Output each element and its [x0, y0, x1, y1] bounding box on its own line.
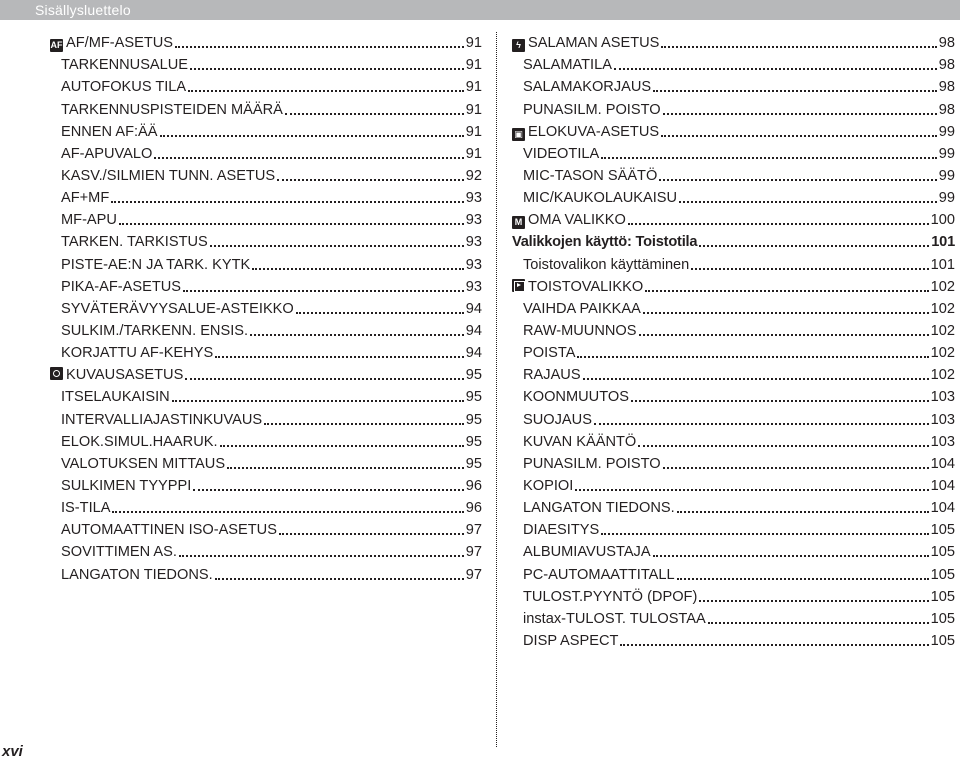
dot-leader: [659, 179, 936, 181]
toc-entry-text: Valikkojen käyttö: Toistotila: [512, 234, 698, 251]
toc-page-number: 103: [930, 411, 955, 428]
toc-entry[interactable]: [50, 121, 482, 143]
toc-entry[interactable]: [50, 541, 482, 563]
toc-entry-label: [61, 298, 294, 320]
toc-entry-label: [512, 32, 659, 54]
toc-page-number: 99: [938, 167, 955, 184]
toc-entry-label: [523, 386, 629, 408]
toc-page-number: 91: [465, 123, 482, 140]
dot-leader: [210, 245, 464, 247]
toc-entry[interactable]: [512, 209, 955, 231]
toc-entry[interactable]: [50, 187, 482, 209]
toc-entry-text: PC-AUTOMAATTITALL: [523, 566, 675, 583]
toc-entry[interactable]: [512, 298, 955, 320]
dot-leader: [250, 334, 464, 336]
toc-entry-text: PISTE-AE:N JA TARK. KYTK: [61, 256, 251, 273]
toc-entry-label: [61, 187, 109, 209]
toc-entry-text: ITSELAUKAISIN: [61, 389, 170, 406]
toc-entry[interactable]: [50, 276, 482, 298]
toc-entry[interactable]: [512, 342, 955, 364]
toc-page-number: 105: [930, 610, 955, 627]
toc-page-number: 102: [930, 300, 955, 317]
toc-page-number: 104: [930, 455, 955, 472]
toc-entry[interactable]: [50, 98, 482, 120]
toc-entry-text: PUNASILM. POISTO: [523, 455, 661, 472]
toc-entry-label: [523, 143, 599, 165]
toc-entry-text: AUTOMAATTINEN ISO-ASETUS: [61, 522, 277, 539]
toc-entry-text: AF-APUVALO: [61, 145, 153, 162]
toc-entry-text: SUOJAUS: [523, 411, 592, 428]
toc-page-number: 98: [938, 79, 955, 96]
toc-entry-text: ENNEN AF:ÄÄ: [61, 123, 158, 140]
toc-entry[interactable]: [50, 431, 482, 453]
dot-leader: [215, 356, 464, 358]
toc-entry-label: [61, 209, 117, 231]
toc-entry-text: TOISTOVALIKKO: [528, 278, 644, 295]
toc-entry-text: ALBUMIAVUSTAJA: [523, 544, 651, 561]
dot-leader: [215, 578, 464, 580]
toc-entry-text: KUVAN KÄÄNTÖ: [523, 433, 637, 450]
toc-entry[interactable]: [512, 121, 955, 143]
toc-entry-label: [523, 541, 651, 563]
toc-entry[interactable]: [50, 231, 482, 253]
toc-entry-text: MIC/KAUKOLAUKAISU: [523, 190, 678, 207]
toc-page-number: 98: [938, 101, 955, 118]
toc-entry-text: SULKIM./TARKENN. ENSIS.: [61, 322, 249, 339]
toc-entry[interactable]: [512, 253, 955, 275]
dot-leader: [628, 223, 929, 225]
toc-entry-label: [523, 453, 661, 475]
toc-entry-label: [61, 99, 283, 121]
dot-leader: [594, 423, 929, 425]
toc-page-number: 97: [465, 522, 482, 539]
toc-page-number: 105: [930, 566, 955, 583]
toc-entry-label: [61, 121, 158, 143]
dot-leader: [645, 290, 928, 292]
toc-entry[interactable]: [50, 386, 482, 408]
toc-page-number: 98: [938, 35, 955, 52]
toc-entry-label: [523, 320, 637, 342]
toc-entry-text: POISTA: [523, 345, 576, 362]
toc-entry-text: KASV./SILMIEN TUNN. ASETUS: [61, 167, 276, 184]
dot-leader: [614, 68, 937, 70]
dot-leader: [190, 68, 464, 70]
toc-page-number: 95: [465, 367, 482, 384]
toc-entry-text: Toistovalikon käyttäminen: [523, 256, 690, 273]
dot-leader: [643, 312, 929, 314]
dot-leader: [172, 400, 464, 402]
page-title: Sisällysluettelo: [35, 2, 131, 18]
toc-entry-label: [61, 386, 170, 408]
toc-entry-text: LANGATON TIEDONS.: [61, 566, 213, 583]
toc-page-number: 102: [930, 367, 955, 384]
dot-leader: [112, 511, 463, 513]
dot-leader: [277, 179, 464, 181]
dot-leader: [285, 113, 464, 115]
dot-leader: [620, 644, 928, 646]
toc-entry-label: [523, 497, 675, 519]
toc-entry[interactable]: [50, 76, 482, 98]
toc-entry-label: [523, 342, 575, 364]
toc-entry[interactable]: [512, 563, 955, 585]
dot-leader: [661, 46, 936, 48]
toc-entry[interactable]: [512, 586, 955, 608]
dot-leader: [183, 290, 464, 292]
toc-entry[interactable]: [512, 187, 955, 209]
toc-page-number: 91: [465, 145, 482, 162]
toc-entry-label: [61, 541, 177, 563]
toc-entry-text: SYVÄTERÄVYYSALUE-ASTEIKKO: [61, 300, 294, 317]
toc-page-number: 96: [465, 477, 482, 494]
toc-entry-text: TARKENNUSPISTEIDEN MÄÄRÄ: [61, 101, 283, 118]
dot-leader: [193, 489, 463, 491]
toc-entry[interactable]: [512, 431, 955, 453]
toc-entry-label: [50, 364, 183, 386]
toc-page-number: 98: [938, 57, 955, 74]
toc-page-number: 100: [930, 212, 955, 229]
toc-page-number: 97: [465, 566, 482, 583]
toc-entry[interactable]: [50, 253, 482, 275]
toc-entry[interactable]: [512, 320, 955, 342]
toc-entry-text: KOPIOI: [523, 477, 574, 494]
toc-entry-label: [61, 564, 213, 586]
dot-leader: [577, 356, 928, 358]
dot-leader: [220, 445, 464, 447]
toc-entry-text: VALOTUKSEN MITTAUS: [61, 455, 226, 472]
toc-entry-label: [523, 586, 697, 608]
toc-page-number: 99: [938, 145, 955, 162]
dot-leader: [175, 46, 464, 48]
toc-entry[interactable]: [50, 320, 482, 342]
dot-leader: [699, 600, 928, 602]
toc-entry-label: [523, 76, 651, 98]
dot-leader: [264, 423, 464, 425]
toc-entry-label: [61, 276, 181, 298]
toc-page-number: 99: [938, 123, 955, 140]
toc-page-number: 94: [465, 300, 482, 317]
toc-entry[interactable]: [512, 165, 955, 187]
toc-entry-text: TARKENNUSALUE: [61, 57, 189, 74]
toc-entry-text: KORJATTU AF-KEHYS: [61, 345, 214, 362]
toc-page-number: 93: [465, 256, 482, 273]
toc-entry-label: [61, 342, 213, 364]
toc-entry-label: [523, 99, 661, 121]
toc-entry[interactable]: [512, 475, 955, 497]
toc-entry-text: AF+MF: [61, 190, 110, 207]
flash-icon: ϟ: [512, 39, 525, 52]
toc-entry-label: [523, 431, 636, 453]
toc-entry[interactable]: [512, 386, 955, 408]
movie-icon: ▣: [512, 128, 525, 141]
toc-page-number: 103: [930, 389, 955, 406]
dot-leader: [677, 511, 929, 513]
toc-entry[interactable]: [50, 453, 482, 475]
dot-leader: [663, 113, 937, 115]
toc-page-number: 96: [465, 500, 482, 517]
toc-entry[interactable]: [512, 76, 955, 98]
toc-page-number: 102: [930, 345, 955, 362]
toc-entry-label: [50, 32, 173, 54]
toc-entry-label: [523, 364, 581, 386]
toc-entry[interactable]: [512, 453, 955, 475]
toc-entry-label: [512, 209, 626, 231]
toc-entry[interactable]: [50, 519, 482, 541]
toc-entry[interactable]: [50, 165, 482, 187]
toc-page-number: 95: [465, 411, 482, 428]
toc-entry[interactable]: [512, 497, 955, 519]
toc-entry-text: PUNASILM. POISTO: [523, 101, 661, 118]
toc-page-number: 97: [465, 544, 482, 561]
toc-page-number: 95: [465, 455, 482, 472]
dot-leader: [575, 489, 928, 491]
toc-entry[interactable]: [512, 231, 955, 253]
dot-leader: [179, 555, 464, 557]
my-menu-icon: M: [512, 216, 525, 229]
toc-entry[interactable]: [50, 143, 482, 165]
toc-page-number: 91: [465, 101, 482, 118]
page-number: xvi: [2, 743, 23, 760]
toc-entry-text: AF/MF-ASETUS: [66, 35, 174, 52]
toc-entry[interactable]: [512, 608, 955, 630]
dot-leader: [185, 378, 463, 380]
toc-entry-text: ELOKUVA-ASETUS: [528, 123, 660, 140]
toc-entry[interactable]: [512, 143, 955, 165]
dot-leader: [583, 378, 929, 380]
toc-entry-text: MIC-TASON SÄÄTÖ: [523, 167, 658, 184]
toc-entry-label: [61, 254, 250, 276]
toc-entry-text: ELOK.SIMUL.HAARUK.: [61, 433, 218, 450]
toc-page-number: 91: [465, 57, 482, 74]
toc-entry-label: [523, 519, 599, 541]
af-mf-icon: AF: [50, 40, 63, 51]
toc-entry[interactable]: [50, 32, 482, 54]
dot-leader: [653, 90, 937, 92]
dot-leader: [601, 157, 937, 159]
toc-page-number: 105: [930, 522, 955, 539]
toc-page-number: 93: [465, 190, 482, 207]
toc-entry-label: [61, 54, 188, 76]
toc-entry-label: [523, 564, 675, 586]
toc-entry[interactable]: [50, 364, 482, 386]
dot-leader: [601, 533, 928, 535]
column-divider: [496, 32, 497, 747]
toc-page-number: 104: [930, 500, 955, 517]
toc-entry[interactable]: [512, 408, 955, 430]
toc-entry-text: DISP ASPECT: [523, 632, 619, 649]
toc-entry[interactable]: [50, 497, 482, 519]
toc-page-number: 102: [930, 278, 955, 295]
toc-entry-label: [61, 475, 191, 497]
toc-entry-label: [523, 298, 641, 320]
toc-page-number: 95: [465, 389, 482, 406]
toc-entry[interactable]: [50, 475, 482, 497]
dot-leader: [119, 223, 464, 225]
dot-leader: [227, 467, 464, 469]
toc-entry-text: VAIHDA PAIKKAA: [523, 300, 641, 317]
toc-page-number: 104: [930, 477, 955, 494]
toc-entry-text: SALAMAKORJAUS: [523, 79, 652, 96]
toc-entry[interactable]: [512, 364, 955, 386]
toc-entry-text: RAJAUS: [523, 367, 581, 384]
toc-entry-text: TULOST.PYYNTÖ (DPOF): [523, 588, 698, 605]
toc-page-number: 95: [465, 433, 482, 450]
dot-leader: [252, 268, 464, 270]
toc-entry-label: [61, 519, 277, 541]
toc-entry[interactable]: [512, 519, 955, 541]
toc-entry-text: MF-APU: [61, 212, 117, 229]
toc-entry-text: AUTOFOKUS TILA: [61, 79, 187, 96]
toc-entry-label: [523, 630, 618, 652]
toc-entry-label: [523, 409, 592, 431]
toc-entry-label: [61, 165, 275, 187]
toc-page-number: 92: [465, 167, 482, 184]
toc-entry-text: IS-TILA: [61, 500, 111, 517]
toc-entry[interactable]: [512, 541, 955, 563]
dot-leader: [653, 555, 929, 557]
toc-entry[interactable]: [50, 298, 482, 320]
toc-page-number: 91: [465, 35, 482, 52]
toc-page-number: 103: [930, 433, 955, 450]
toc-entry-label: [61, 453, 225, 475]
toc-entry-label: [61, 143, 152, 165]
toc-page-number: 101: [930, 256, 955, 273]
toc-entry-label: [512, 121, 659, 143]
toc-entry-text: VIDEOTILA: [523, 145, 600, 162]
toc-page-number: 101: [931, 234, 955, 251]
toc-entry-text: DIAESITYS: [523, 522, 600, 539]
toc-entry-label: [61, 497, 110, 519]
toc-page-number: 94: [465, 322, 482, 339]
toc-page-number: 93: [465, 212, 482, 229]
dot-leader: [188, 90, 464, 92]
dot-leader: [699, 245, 929, 247]
toc-column-left: [50, 32, 482, 586]
toc-entry-text: SOVITTIMEN AS.: [61, 544, 177, 561]
toc-entry-text: INTERVALLIAJASTINKUVAUS: [61, 411, 263, 428]
toc-page-number: 93: [465, 234, 482, 251]
toc-page-number: 105: [930, 632, 955, 649]
toc-entry-label: [523, 608, 706, 630]
toc-page-number: 102: [930, 322, 955, 339]
toc-entry[interactable]: [50, 408, 482, 430]
toc-entry[interactable]: [50, 54, 482, 76]
toc-entry-label: [61, 409, 262, 431]
toc-entry-label: [61, 231, 208, 253]
toc-page-number: 93: [465, 278, 482, 295]
toc-entry[interactable]: [50, 342, 482, 364]
toc-entry[interactable]: [512, 54, 955, 76]
toc-entry-text: SALAMATILA: [523, 57, 612, 74]
dot-leader: [154, 157, 463, 159]
toc-page-number: 105: [930, 544, 955, 561]
toc-entry-label: [523, 475, 573, 497]
dot-leader: [661, 135, 937, 137]
toc-column-right: [512, 32, 955, 652]
toc-entry-text: KOONMUUTOS: [523, 389, 629, 406]
toc-entry[interactable]: [512, 276, 955, 298]
toc-entry-label: [523, 187, 677, 209]
toc-page-number: 91: [465, 79, 482, 96]
toc-entry[interactable]: [512, 32, 955, 54]
toc-entry-text: PIKA-AF-ASETUS: [61, 278, 182, 295]
dot-leader: [631, 400, 929, 402]
toc-page-number: 94: [465, 345, 482, 362]
toc-entry-text: TARKEN. TARKISTUS: [61, 234, 208, 251]
toc-entry-text: instax-TULOST. TULOSTAA: [523, 610, 706, 627]
playback-icon: [512, 279, 525, 292]
toc-entry[interactable]: [512, 98, 955, 120]
toc-entry-text: SULKIMEN TYYPPI: [61, 477, 192, 494]
toc-entry-label: [512, 276, 643, 298]
dot-leader: [638, 445, 928, 447]
toc-entry-text: OMA VALIKKO: [528, 212, 626, 229]
toc-entry-label: [512, 231, 697, 253]
toc-entry-label: [61, 431, 218, 453]
toc-page-number: 99: [938, 190, 955, 207]
toc-entry-label: [523, 165, 657, 187]
dot-leader: [296, 312, 464, 314]
toc-entry[interactable]: [512, 630, 955, 652]
toc-entry-text: RAW-MUUNNOS: [523, 322, 637, 339]
dot-leader: [708, 622, 929, 624]
dot-leader: [691, 268, 928, 270]
toc-entry[interactable]: [50, 209, 482, 231]
toc-entry-label: [61, 320, 248, 342]
dot-leader: [677, 578, 929, 580]
toc-entry-label: [523, 54, 612, 76]
toc-entry-text: KUVAUSASETUS: [66, 367, 184, 384]
dot-leader: [639, 334, 929, 336]
toc-entry-label: [61, 76, 186, 98]
dot-leader: [663, 467, 929, 469]
toc-entry[interactable]: [50, 563, 482, 585]
header-bar: [0, 0, 960, 20]
toc-entry-text: SALAMAN ASETUS: [528, 35, 660, 52]
dot-leader: [111, 201, 464, 203]
toc-entry-label: [523, 254, 689, 276]
toc-page-number: 105: [930, 588, 955, 605]
camera-icon: [50, 367, 63, 380]
dot-leader: [679, 201, 937, 203]
dot-leader: [160, 135, 464, 137]
toc-entry-text: LANGATON TIEDONS.: [523, 500, 675, 517]
dot-leader: [279, 533, 464, 535]
